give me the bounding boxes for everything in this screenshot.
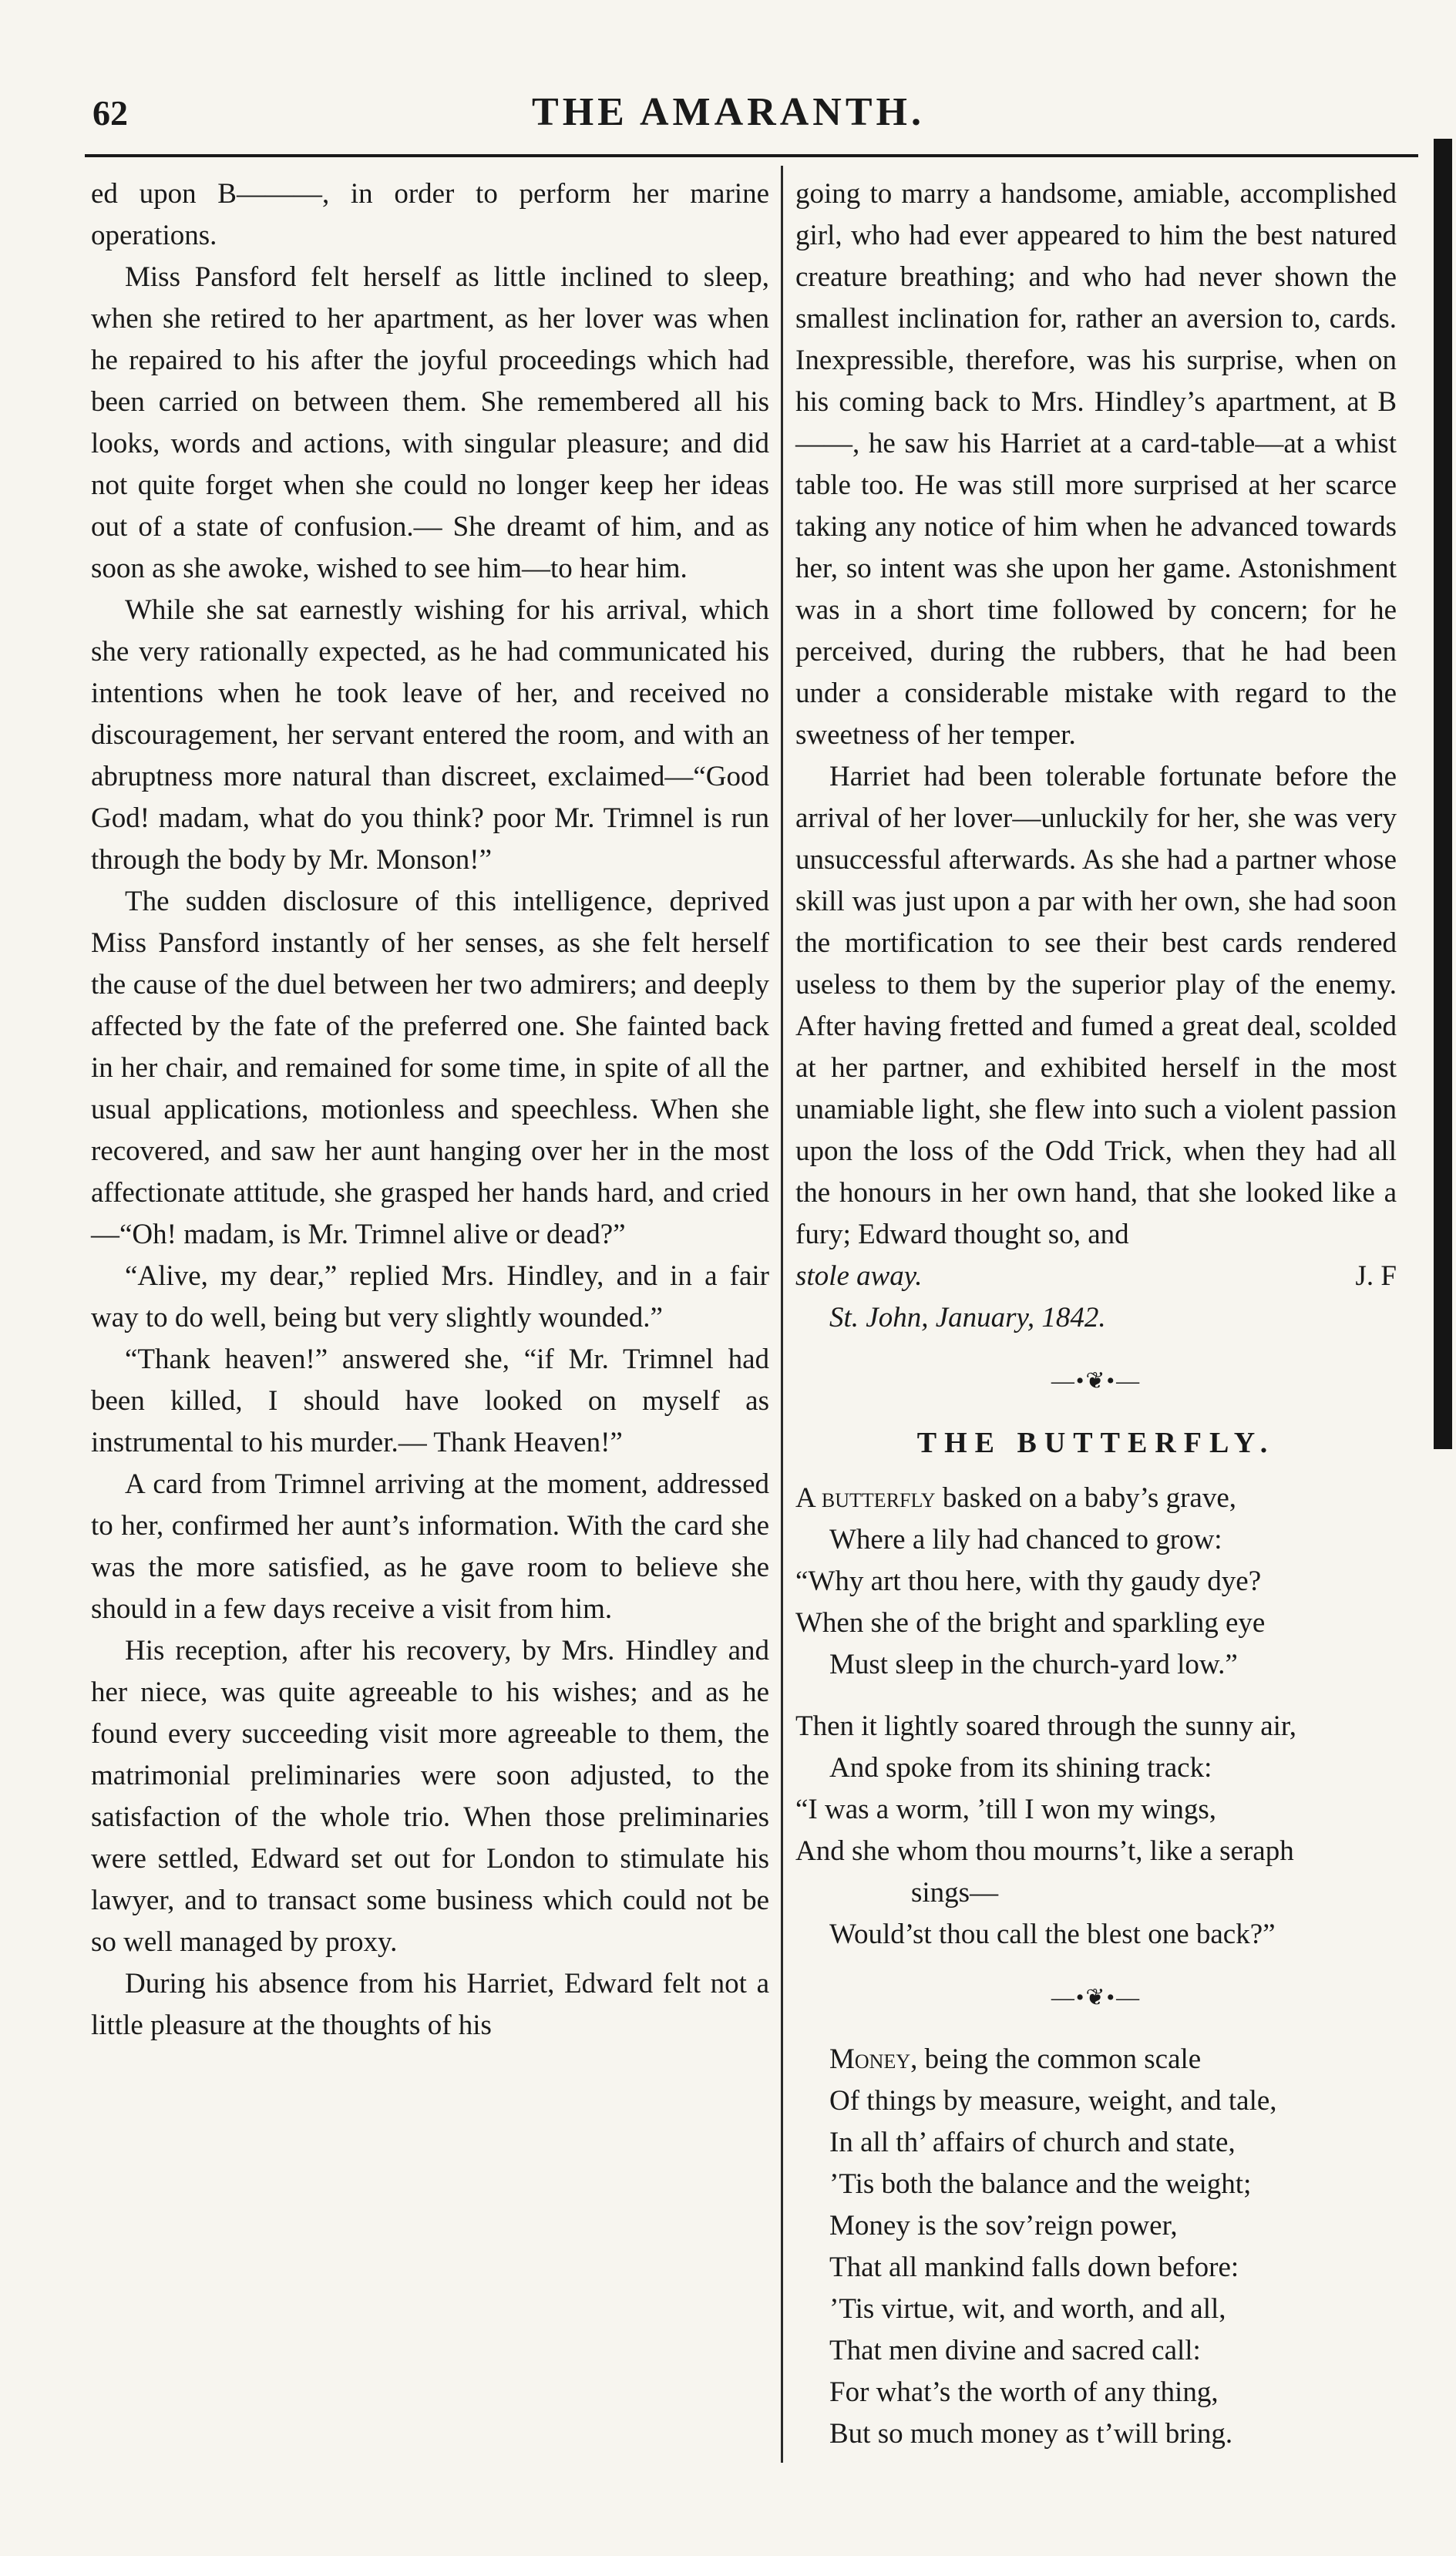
- running-title: THE AMARANTH.: [532, 90, 925, 134]
- verse-opening-word: Money: [829, 2043, 911, 2075]
- page-header: [92, 86, 1364, 148]
- poem-line: Would’st thou call the blest one back?”: [829, 1919, 1276, 1950]
- poem-line: That men divine and sacred call:: [829, 2335, 1201, 2366]
- paragraph: going to marry a handsome, amiable, accomplished girl, who had ever appeared to him the best natured creature breathing; and who had never shown the smallest inclination for, rather an aversion to, cards. Inexpressible, therefore, was his surprise, when on his coming back to Mrs. Hindley’s apartment, at B——, he saw his Harriet at a card-table—at a whist table too. He was still more surprised at her scarce taking any notice of him when he advanced towards her, so intent was she upon her game. Astonishment was in a short time followed by concern; for he perceived, during the rubbers, that he had been under a considerable mistake with regard to the sweetness of her temper.: [795, 178, 1397, 751]
- paragraph: A card from Trimnel arriving at the moment, addressed to her, confirmed her aunt’s information. With the card she was the more satisfied, as he gave room to believe she should in a few days receive a visit from him.: [91, 1468, 769, 1625]
- poem-line: ’Tis virtue, wit, and worth, and all,: [829, 2293, 1226, 2325]
- dateline: St. John, January, 1842.: [829, 1302, 1106, 1333]
- poem-line: A butterfly basked on a baby’s grave,: [795, 1482, 1236, 1514]
- page-number: 62: [92, 93, 128, 133]
- left-column: [91, 173, 769, 2046]
- header-rule: [85, 154, 1418, 157]
- poem-line: But so much money as t’will bring.: [829, 2418, 1233, 2450]
- poem-opening-word: A butterfly: [795, 1482, 936, 1514]
- poem-title: THE BUTTERFLY.: [916, 1427, 1276, 1459]
- poem-line: Must sleep in the church-yard low.”: [829, 1649, 1238, 1680]
- paragraph: ed upon B———, in order to perform her marine operations.: [91, 178, 769, 251]
- author-initials: J. F: [1355, 1260, 1397, 1292]
- poem-line: “I was a worm, ’till I won my wings,: [795, 1794, 1217, 1825]
- paragraph: While she sat earnestly wishing for his arrival, which she very rationally expected, as he had communicated his intentions when he took leave of her, and received no discouragement, her servant entered the room, and with an abruptness more natural than discreet, exclaimed—“Good God! madam, what do you think? poor Mr. Trimnel is run through the body by Mr. Monson!”: [91, 594, 769, 876]
- paragraph: Miss Pansford felt herself as little inclined to sleep, when she retired to her apartment, as her lover was when he repaired to his after the joyful proceedings which had been carried on between them. She remembered all his looks, words and actions, with singular pleasure; and did not quite forget when she could no longer keep her ideas out of a state of confusion.— She dreamt of him, and as soon as she awoke, wished to see him—to hear him.: [91, 261, 769, 584]
- stanza-gap: [795, 1686, 1397, 1706]
- signature-line: [795, 1256, 1397, 1297]
- paragraph: The sudden disclosure of this intelligence, deprived Miss Pansford instantly of her senses, as she felt herself the cause of the duel between her two admirers; and deeply affected by the fate of the preferred one. She fainted back in her chair, and remained for some time, in spite of all the usual applications, motionless and speechless. When she recovered, and saw her aunt hanging over her in the most affectionate attitude, she grasped her hands hard, and cried—“Oh! madam, is Mr. Trimnel alive or dead?”: [91, 886, 769, 1250]
- poem-line: Money is the sov’reign power,: [829, 2210, 1178, 2242]
- paragraph: “Alive, my dear,” replied Mrs. Hindley, and in a fair way to do well, being but very slightly wounded.”: [91, 1260, 769, 1333]
- poem-line: ’Tis both the balance and the weight;: [829, 2168, 1252, 2200]
- column-divider: [781, 166, 783, 2463]
- paragraph: Harriet had been tolerable fortunate before the arrival of her lover—unluckily for her, she was very unsuccessful afterwards. As she had a partner whose skill was just upon a par with her own, she had soon the mortification to see their best cards rendered useless to them by the superior play of the enemy. After having fretted and fumed a great deal, scolded at her partner, and exhibited herself in the most unamiable light, she flew into such a violent passion upon the loss of the Odd Trick, when they had all the honours in her own hand, that she looked like a fury; Edward thought so, and: [795, 761, 1397, 1250]
- poem-line: For what’s the worth of any thing,: [829, 2376, 1219, 2408]
- right-column: [795, 173, 1397, 2455]
- poem-line: When she of the bright and sparkling eye: [795, 1607, 1266, 1639]
- paragraph: During his absence from his Harriet, Edward felt not a little pleasure at the thoughts of his: [91, 1968, 769, 2041]
- poem-line: That all mankind falls down before:: [829, 2252, 1239, 2283]
- ornament-divider: —•❦•—: [1051, 1368, 1142, 1394]
- poem-line: Where a lily had chanced to grow:: [829, 1524, 1222, 1555]
- poem-line: And she whom thou mourns’t, like a seraph: [795, 1835, 1294, 1867]
- ornament-divider: —•❦•—: [1051, 1985, 1142, 2010]
- poem-line: Of things by measure, weight, and tale,: [829, 2085, 1277, 2117]
- poem-line: Then it lightly soared through the sunny air,: [795, 1710, 1297, 1742]
- paragraph: His reception, after his recovery, by Mrs. Hindley and her niece, was quite agreeable to his wishes; and as he found every succeeding visit more agreeable to them, the matrimonial preliminaries were soon adjusted, to the satisfaction of the whole trio. When those preliminaries were settled, Edward set out for London to stimulate his lawyer, and to transact some business which could not be so well managed by proxy.: [91, 1635, 769, 1958]
- poem-line: And spoke from its shining track:: [829, 1752, 1212, 1784]
- closing-words: stole away.: [795, 1260, 923, 1292]
- binding-edge-shadow: [1434, 139, 1452, 1449]
- poem-line: Money, being the common scale: [829, 2043, 1202, 2075]
- poem-line: sings—: [911, 1877, 999, 1909]
- money-verse: [795, 2039, 1397, 2455]
- poem-stanza: [795, 1706, 1397, 1956]
- paragraph: “Thank heaven!” answered she, “if Mr. Trimnel had been killed, I should have looked on myself as instrumental to his murder.— Thank Heaven!”: [91, 1344, 769, 1458]
- poem-line: “Why art thou here, with thy gaudy dye?: [795, 1566, 1262, 1597]
- poem-line: In all th’ affairs of church and state,: [829, 2127, 1236, 2158]
- poem-stanza: [795, 1478, 1397, 1686]
